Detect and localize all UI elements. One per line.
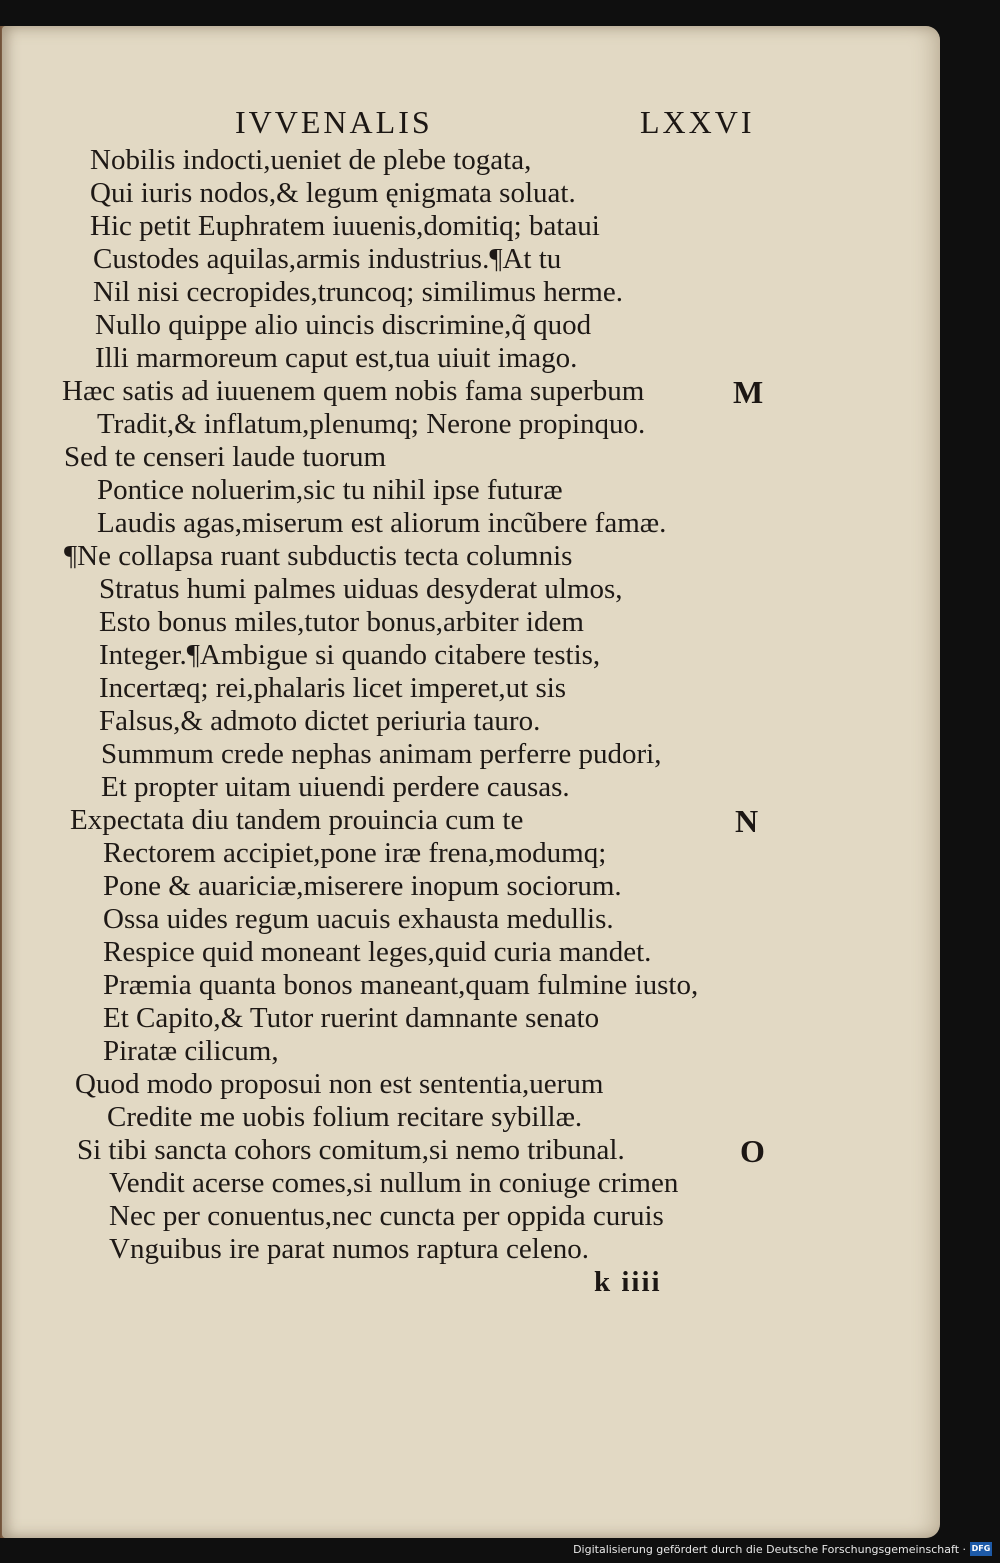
verse-line: ¶Ne collapsa ruant subductis tecta columnis: [64, 540, 573, 572]
verse-line: Laudis agas,miserum est aliorum incũbere famæ.: [97, 507, 667, 539]
verse-line: Sed te censeri laude tuorum: [64, 441, 387, 473]
verse-line: Illi marmoreum caput est,tua uiuit imago.: [95, 342, 578, 374]
verse-line: Credite me uobis folium recitare sybillæ.: [107, 1101, 583, 1133]
verse-line: Esto bonus miles,tutor bonus,arbiter idem: [99, 606, 584, 638]
verse-line: Qui iuris nodos,& legum ęnigmata soluat.: [90, 177, 576, 209]
verse-line: Nobilis indocti,ueniet de plebe togata,: [90, 144, 532, 176]
verse-line: Tradit,& inflatum,plenumq; Nerone propinquo.: [97, 408, 646, 440]
verse-line: Et Capito,& Tutor ruerint damnante senato: [103, 1002, 600, 1034]
verse-line: Piratæ cilicum,: [103, 1035, 279, 1067]
verse-line: Nil nisi cecropides,truncoq; similimus herme.: [93, 276, 623, 308]
verse-line: Ossa uides regum uacuis exhausta medullis.: [103, 903, 614, 935]
margin-letter: O: [740, 1133, 765, 1169]
verse-line: Integer.¶Ambigue si quando citabere testis,: [99, 639, 601, 671]
verse-line: Summum crede nephas animam perferre pudori,: [101, 738, 662, 770]
verse-line: Falsus,& admoto dictet periuria tauro.: [99, 705, 541, 737]
footer-credit: [573, 1539, 992, 1559]
running-title: IVVENALIS: [235, 104, 433, 140]
folio-number: LXXVI: [640, 104, 755, 140]
verse-line: Respice quid moneant leges,quid curia mandet.: [103, 936, 652, 968]
verse-line: Rectorem accipiet,pone iræ frena,modumq;: [103, 837, 607, 869]
verse-line: Et propter uitam uiuendi perdere causas.: [101, 771, 570, 803]
verse-line: Pontice noluerim,sic tu nihil ipse futuræ: [97, 474, 563, 506]
verse-line: Incertæq; rei,phalaris licet imperet,ut sis: [99, 672, 567, 704]
running-header: [0, 104, 1000, 144]
verse-line: Vendit acerse comes,si nullum in coniuge crimen: [109, 1167, 679, 1199]
verse-line: Custodes aquilas,armis industrius.¶At tu: [93, 243, 562, 275]
verse-line: Hic petit Euphratem iuuenis,domitiq; bataui: [90, 210, 600, 242]
margin-letter: N: [735, 803, 759, 839]
margin-letter: M: [733, 374, 764, 410]
verse-line: Si tibi sancta cohors comitum,si nemo tribunal.: [77, 1134, 625, 1166]
verse-line: Stratus humi palmes uiduas desyderat ulmos,: [99, 573, 623, 605]
verse-line: Quod modo proposui non est sententia,uerum: [75, 1068, 604, 1100]
verse-line: Nullo quippe alio uincis discrimine,q̃ quod: [95, 309, 592, 341]
footer-text: Digitalisierung gefördert durch die Deutsche Forschungsgemeinschaft ·: [573, 1542, 966, 1556]
verse-line: Hæc satis ad iuuenem quem nobis fama superbum: [62, 375, 645, 407]
verse-line: Vnguibus ire parat numos raptura celeno.: [109, 1233, 589, 1265]
verse-line: Pone & auariciæ,miserere inopum sociorum.: [103, 870, 622, 902]
verse-line: Nec per conuentus,nec cuncta per oppida curuis: [109, 1200, 664, 1232]
dfg-logo-icon: DFG: [970, 1542, 992, 1556]
verse-line: Præmia quanta bonos maneant,quam fulmine iusto,: [103, 969, 699, 1001]
verse-line: Expectata diu tandem prouincia cum te: [70, 804, 524, 836]
signature-mark: k iiii: [594, 1266, 662, 1298]
